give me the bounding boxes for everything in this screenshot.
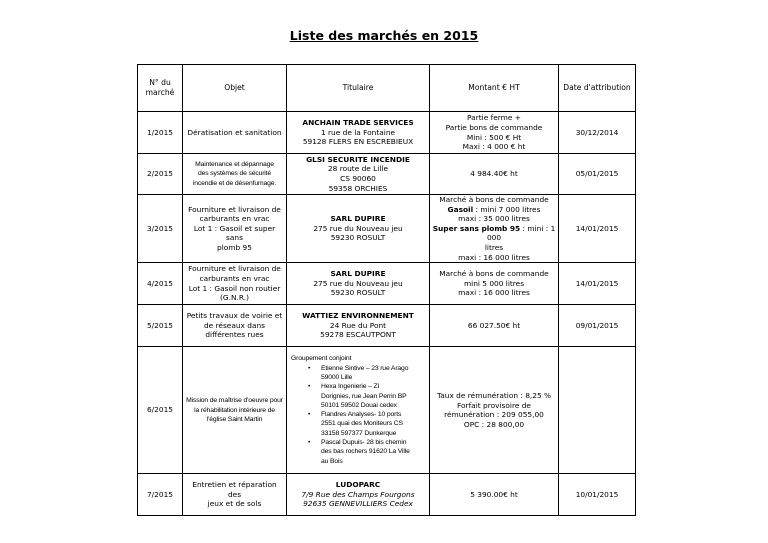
cell-montant: 66 027.50€ ht <box>430 305 559 347</box>
cell-numero: 2/2015 <box>138 154 183 195</box>
cell-titulaire: WATTIEZ ENVIRONNEMENT 24 Rue du Pont 59278 ESCAUTPONT <box>287 305 430 347</box>
cell-numero: 1/2015 <box>138 112 183 154</box>
cell-montant: Marché à bons de commande mini 5 000 litres maxi : 16 000 litres <box>430 263 559 305</box>
table-row <box>138 263 636 305</box>
list-item: • Etienne Sintive – 23 rue Arago 59000 Lille <box>321 364 427 383</box>
table-row <box>138 474 636 516</box>
cell-titulaire: SARL DUPIRE 275 rue du Nouveau jeu 59230 ROSULT <box>287 263 430 305</box>
cell-numero: 3/2015 <box>138 195 183 263</box>
table-row <box>138 347 636 474</box>
cell-date: 14/01/2015 <box>559 195 636 263</box>
cell-titulaire: Groupement conjoint • Etienne Sintive – 23 rue Arago 59000 Lille • Hexa Ingenierie – ZI Dorignies, rue Jean Perrin BP 50101 59502 Douai cedex • Flandres Analyses- 10 ports 2551 quai des Moniteurs CS 33158 597377 Dunkerque • Pascal Dupuis- 28 bis chemin des bas rochers 91620 La Ville au Bois <box>287 347 430 474</box>
cell-objet: Dératisation et sanitation <box>183 112 287 154</box>
cell-numero: 4/2015 <box>138 263 183 305</box>
list-item: • Pascal Dupuis- 28 bis chemin des bas rochers 91620 La Ville au Bois <box>321 438 427 466</box>
cell-montant: Partie ferme + Partie bons de commande Mini : 500 € Ht Maxi : 4 000 € ht <box>430 112 559 154</box>
markets-table <box>137 64 636 516</box>
list-item: • Flandres Analyses- 10 ports 2551 quai des Moniteurs CS 33158 597377 Dunkerque <box>321 410 427 438</box>
cell-titulaire: ANCHAIN TRADE SERVICES 1 rue de la Fontaine 59128 FLERS EN ESCREBIEUX <box>287 112 430 154</box>
cell-date: 10/01/2015 <box>559 474 636 516</box>
header-titulaire: Titulaire <box>287 65 430 112</box>
list-item: • Hexa Ingenierie – ZI Dorignies, rue Jean Perrin BP 50101 59502 Douai cedex <box>321 382 427 410</box>
cell-montant: Taux de rémunération : 8,25 % Forfait provisoire de rémunération : 209 055,00 OPC : 28 800,00 <box>430 347 559 474</box>
cell-objet: Petits travaux de voirie et de réseaux dans différentes rues <box>183 305 287 347</box>
cell-montant: 5 390.00€ ht <box>430 474 559 516</box>
header-objet: Objet <box>183 65 287 112</box>
cell-titulaire: GLSI SECURITE INCENDIE 28 route de Lille CS 90060 59358 ORCHIES <box>287 154 430 195</box>
cell-objet: Mission de maîtrise d'oeuvre pour la réhabilitation intérieure de l'église Saint Martin <box>183 347 287 474</box>
group-members <box>291 364 427 466</box>
cell-objet: Maintenance et dépannage des systèmes de sécurité incendie et de désenfumage. <box>183 154 287 195</box>
cell-date: 30/12/2014 <box>559 112 636 154</box>
cell-numero: 5/2015 <box>138 305 183 347</box>
table-row <box>138 112 636 154</box>
table-row <box>138 305 636 347</box>
cell-numero: 6/2015 <box>138 347 183 474</box>
cell-objet: Fourniture et livraison de carburants en vrac Lot 1 : Gasoil et super sans plomb 95 <box>183 195 287 263</box>
cell-date: 09/01/2015 <box>559 305 636 347</box>
header-date: Date d'attribution <box>559 65 636 112</box>
cell-montant: Marché à bons de commande Gasoil : mini 7 000 litres maxi : 35 000 litres Super sans plomb 95 : mini : 1 000 litres maxi : 16 000 litres <box>430 195 559 263</box>
header-row <box>138 65 636 112</box>
header-montant: Montant € HT <box>430 65 559 112</box>
cell-montant: 4 984.40€ ht <box>430 154 559 195</box>
cell-date: 05/01/2015 <box>559 154 636 195</box>
cell-titulaire: SARL DUPIRE 275 rue du Nouveau jeu 59230 ROSULT <box>287 195 430 263</box>
cell-objet: Fourniture et livraison de carburants en vrac Lot 1 : Gasoil non routier (G.N.R.) <box>183 263 287 305</box>
cell-numero: 7/2015 <box>138 474 183 516</box>
page-title: Liste des marchés en 2015 <box>289 28 479 43</box>
header-numero: N° du marché <box>138 65 183 112</box>
cell-titulaire: LUDOPARC 7/9 Rue des Champs Fourgons 92635 GENNEVILLIERS Cedex <box>287 474 430 516</box>
cell-date: 14/01/2015 <box>559 263 636 305</box>
table-row <box>138 195 636 263</box>
cell-date <box>559 347 636 474</box>
table-row <box>138 154 636 195</box>
cell-objet: Entretien et réparation des jeux et de sols <box>183 474 287 516</box>
